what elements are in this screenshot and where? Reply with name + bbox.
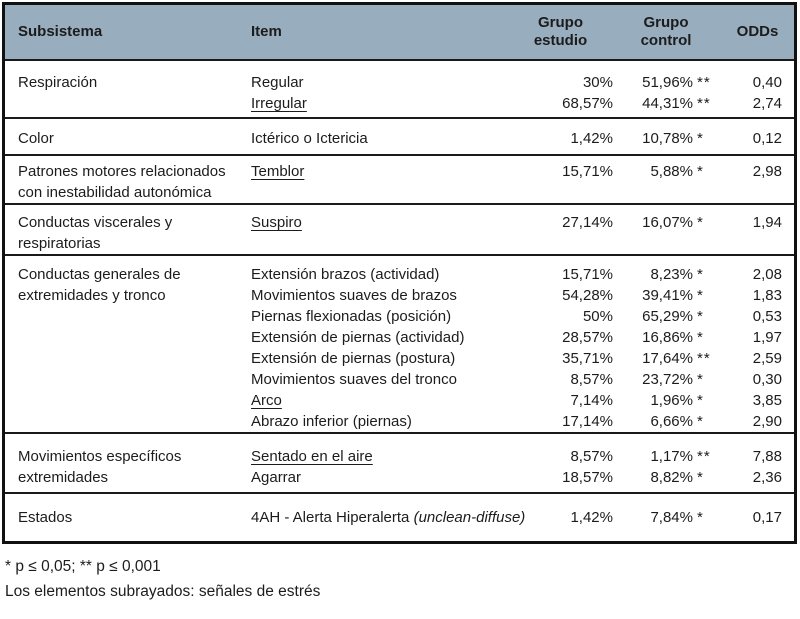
table-row bbox=[243, 348, 796, 369]
table-row bbox=[243, 128, 796, 149]
item-cell: 4AH - Alerta Hiperalerta (unclean-diffuse) bbox=[251, 509, 526, 526]
group-patrones-motores bbox=[5, 154, 794, 203]
control-value: 10,78% bbox=[642, 130, 693, 147]
table-header-row bbox=[5, 5, 794, 59]
header-grupo-estudio-label: Grupo estudio bbox=[533, 14, 588, 49]
subsystem-cell: Movimientos específicos extremidades bbox=[18, 448, 182, 486]
control-value: 16,86% bbox=[642, 329, 693, 346]
control-value: 8,23% bbox=[650, 266, 693, 283]
significance-marker: * bbox=[697, 413, 704, 430]
significance-marker: * bbox=[697, 329, 704, 346]
control-value: 7,84% bbox=[650, 509, 693, 526]
study-value: 30% bbox=[582, 74, 613, 91]
control-value: 1,17% bbox=[650, 448, 693, 465]
group-conductas-generales bbox=[5, 254, 794, 432]
significance-marker: * bbox=[697, 287, 704, 304]
odds-value: 2,90 bbox=[752, 413, 782, 430]
header-subsistema: Subsistema bbox=[18, 23, 103, 40]
control-cell bbox=[613, 327, 719, 348]
header-grupo-control bbox=[613, 14, 719, 50]
subsystem-cell: Respiración bbox=[18, 74, 98, 91]
significance-marker: ** bbox=[697, 350, 711, 367]
header-grupo-estudio bbox=[508, 14, 613, 50]
table-row bbox=[243, 212, 796, 233]
significance-marker: * bbox=[697, 214, 704, 231]
control-cell bbox=[613, 93, 719, 114]
study-value: 1,42% bbox=[570, 509, 613, 526]
group-respiracion bbox=[5, 59, 794, 117]
item-cell: Temblor bbox=[251, 163, 305, 180]
significance-marker: ** bbox=[697, 95, 711, 112]
subsystem-cell: Estados bbox=[18, 509, 73, 526]
control-value: 23,72% bbox=[642, 371, 693, 388]
item-cell: Movimientos suaves de brazos bbox=[251, 287, 457, 304]
odds-value: 2,59 bbox=[752, 350, 782, 367]
odds-value: 1,94 bbox=[752, 214, 782, 231]
table-row bbox=[243, 93, 796, 114]
odds-value: 3,85 bbox=[752, 392, 782, 409]
table-row bbox=[243, 327, 796, 348]
group-color bbox=[5, 117, 794, 154]
control-value: 6,66% bbox=[650, 413, 693, 430]
table-row bbox=[243, 369, 796, 390]
significance-marker: * bbox=[697, 371, 704, 388]
item-cell: Arco bbox=[251, 392, 282, 409]
significance-marker: ** bbox=[697, 448, 711, 465]
odds-value: 1,83 bbox=[752, 287, 782, 304]
table-row bbox=[243, 264, 796, 285]
item-cell: Suspiro bbox=[251, 214, 302, 231]
control-cell bbox=[613, 467, 719, 488]
control-cell bbox=[613, 446, 719, 467]
odds-value: 2,36 bbox=[752, 469, 782, 486]
item-cell: Movimientos suaves del tronco bbox=[251, 371, 457, 388]
odds-value: 7,88 bbox=[752, 448, 782, 465]
study-value: 15,71% bbox=[562, 163, 613, 180]
item-cell: Extensión brazos (actividad) bbox=[251, 266, 440, 283]
significance-marker: * bbox=[697, 266, 704, 283]
item-italic-note: (unclean-diffuse) bbox=[413, 509, 526, 526]
table-row bbox=[243, 390, 796, 411]
significance-marker: * bbox=[697, 308, 704, 325]
control-value: 17,64% bbox=[642, 350, 693, 367]
item-cell: Irregular bbox=[251, 95, 307, 112]
significance-marker: * bbox=[697, 469, 704, 486]
control-cell bbox=[613, 369, 719, 390]
significance-marker: * bbox=[697, 392, 704, 409]
table-row bbox=[243, 411, 796, 432]
study-value: 35,71% bbox=[562, 350, 613, 367]
control-value: 8,82% bbox=[650, 469, 693, 486]
odds-value: 0,30 bbox=[752, 371, 782, 388]
significance-marker: ** bbox=[697, 74, 711, 91]
study-value: 28,57% bbox=[562, 329, 613, 346]
table-row bbox=[243, 467, 796, 488]
study-value: 54,28% bbox=[562, 287, 613, 304]
study-value: 17,14% bbox=[562, 413, 613, 430]
header-item: Item bbox=[251, 23, 282, 40]
item-cell: Regular bbox=[251, 74, 304, 91]
control-value: 5,88% bbox=[650, 163, 693, 180]
control-cell bbox=[613, 161, 719, 182]
control-cell bbox=[613, 285, 719, 306]
odds-value: 2,98 bbox=[752, 163, 782, 180]
group-movimientos-especificos bbox=[5, 432, 794, 492]
table-row bbox=[243, 446, 796, 467]
results-table bbox=[2, 2, 797, 544]
table-row bbox=[243, 72, 796, 93]
significance-marker: * bbox=[697, 163, 704, 180]
subsystem-cell: Color bbox=[18, 130, 54, 147]
control-cell bbox=[613, 411, 719, 432]
study-value: 15,71% bbox=[562, 266, 613, 283]
significance-marker: * bbox=[697, 509, 704, 526]
table-row bbox=[243, 306, 796, 327]
subsystem-cell: Conductas generales de extremidades y tronco bbox=[18, 266, 181, 304]
control-cell bbox=[613, 264, 719, 285]
table-row bbox=[243, 507, 796, 528]
odds-value: 1,97 bbox=[752, 329, 782, 346]
odds-value: 2,74 bbox=[752, 95, 782, 112]
footnotes bbox=[2, 544, 800, 604]
control-value: 51,96% bbox=[642, 74, 693, 91]
control-value: 1,96% bbox=[650, 392, 693, 409]
item-cell: Piernas flexionadas (posición) bbox=[251, 308, 452, 325]
odds-value: 0,40 bbox=[752, 74, 782, 91]
study-value: 27,14% bbox=[562, 214, 613, 231]
study-value: 8,57% bbox=[570, 448, 613, 465]
control-cell bbox=[613, 507, 719, 528]
control-value: 65,29% bbox=[642, 308, 693, 325]
control-cell bbox=[613, 390, 719, 411]
odds-value: 0,12 bbox=[752, 130, 782, 147]
study-value: 18,57% bbox=[562, 469, 613, 486]
group-estados bbox=[5, 492, 794, 541]
item-cell: Sentado en el aire bbox=[251, 448, 373, 465]
control-cell bbox=[613, 212, 719, 233]
subsystem-cell: Conductas viscerales y respiratorias bbox=[18, 214, 173, 252]
header-odds-label: ODDs bbox=[736, 23, 779, 40]
footnote-significance: * p ≤ 0,05; ** p ≤ 0,001 bbox=[5, 558, 161, 575]
control-value: 44,31% bbox=[642, 95, 693, 112]
control-value: 16,07% bbox=[642, 214, 693, 231]
group-conductas-viscerales bbox=[5, 203, 794, 254]
control-cell bbox=[613, 128, 719, 149]
item-cell: Ictérico o Ictericia bbox=[251, 130, 368, 147]
significance-marker: * bbox=[697, 130, 704, 147]
footnote-underline-legend: Los elementos subrayados: señales de estrés bbox=[5, 583, 321, 600]
item-cell: Extensión de piernas (actividad) bbox=[251, 329, 465, 346]
study-value: 50% bbox=[582, 308, 613, 325]
control-cell bbox=[613, 306, 719, 327]
study-value: 1,42% bbox=[570, 130, 613, 147]
study-value: 68,57% bbox=[562, 95, 613, 112]
study-value: 7,14% bbox=[570, 392, 613, 409]
odds-value: 0,17 bbox=[752, 509, 782, 526]
subsystem-cell: Patrones motores relacionados con inestabilidad autonómica bbox=[18, 163, 226, 201]
control-cell bbox=[613, 72, 719, 93]
table-row bbox=[243, 285, 796, 306]
control-value: 39,41% bbox=[642, 287, 693, 304]
study-value: 8,57% bbox=[570, 371, 613, 388]
item-cell: Agarrar bbox=[251, 469, 302, 486]
table-row bbox=[243, 161, 796, 182]
header-odds bbox=[719, 23, 796, 41]
header-grupo-control-label: Grupo control bbox=[640, 14, 692, 49]
odds-value: 0,53 bbox=[752, 308, 782, 325]
control-cell bbox=[613, 348, 719, 369]
item-cell: Abrazo inferior (piernas) bbox=[251, 413, 412, 430]
odds-value: 2,08 bbox=[752, 266, 782, 283]
item-cell: Extensión de piernas (postura) bbox=[251, 350, 456, 367]
